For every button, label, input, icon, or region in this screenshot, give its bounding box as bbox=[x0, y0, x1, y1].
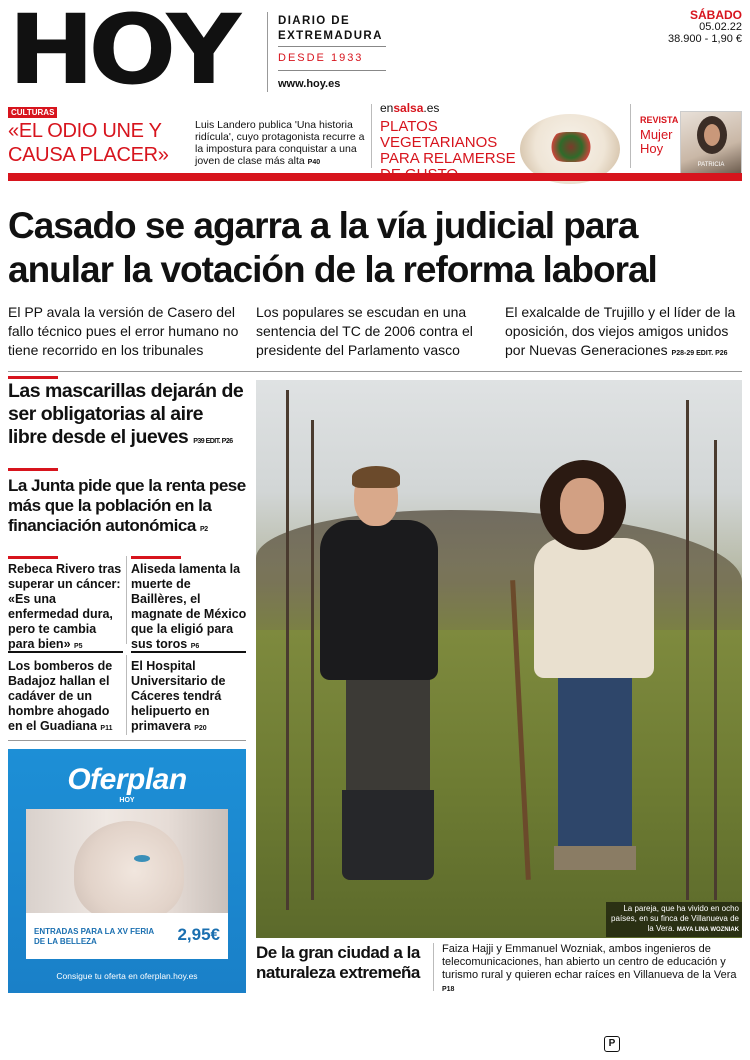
story-hospital[interactable] bbox=[131, 659, 247, 736]
man-hair bbox=[352, 466, 400, 488]
story-bomberos-title: Los bomberos de Badajoz hallan el cadáver de un hombre ahogado en el Guadiana bbox=[8, 659, 113, 733]
masthead-subtitle-line1: DIARIO DE bbox=[278, 15, 351, 27]
photo-story-text bbox=[442, 943, 742, 996]
story-aliseda[interactable] bbox=[131, 562, 247, 654]
cover-portrait bbox=[697, 116, 727, 154]
story-marker bbox=[8, 468, 58, 471]
story-rule bbox=[8, 651, 123, 653]
story-mascarillas[interactable] bbox=[8, 380, 246, 453]
ad-face bbox=[74, 821, 184, 921]
main-subhead-3-text: El exalcalde de Trujillo y el líder de la oposición, dos viejos amigos unidos por Nuevas Generaciones bbox=[505, 304, 736, 358]
landero-teaser[interactable] bbox=[195, 119, 367, 169]
culturas-badge: CULTURAS bbox=[8, 107, 57, 118]
photo-caption-text: La pareja, que ha vivido en ocho países, en su finca de Villanueva de la Vera. bbox=[611, 904, 739, 933]
story-hospital-title: El Hospital Universitario de Cáceres tendrá helipuerto en primavera bbox=[131, 659, 226, 733]
ad-offer-text: ENTRADAS PARA LA XV FERIA DE LA BELLEZA bbox=[34, 927, 154, 946]
story-junta-title: La Junta pide que la renta pese más que la población en la financiación autonómica bbox=[8, 476, 246, 535]
story-rebeca-title: Rebeca Rivero tras superar un cáncer: «Es una enfermedad dura, pero te cambia para bien» bbox=[8, 562, 122, 651]
man-jacket bbox=[320, 520, 438, 680]
story-bomberos-ref: P11 bbox=[100, 725, 113, 732]
story-mascarillas-ref: P39 EDIT. P26 bbox=[193, 438, 233, 445]
man-boots bbox=[342, 790, 434, 880]
main-subhead-2: Los populares se escudan en una sentencia del TC de 2006 contra el presidente del Parlamento vasco bbox=[256, 304, 473, 358]
teaser-divider bbox=[371, 104, 372, 168]
man-legs bbox=[346, 670, 430, 800]
landero-ref: P40 bbox=[307, 159, 321, 166]
photo-story-ref: P18 bbox=[442, 986, 455, 993]
main-photo bbox=[256, 380, 742, 938]
issue-day: SÁBADO bbox=[689, 8, 742, 22]
website-link[interactable]: www.hoy.es bbox=[278, 78, 341, 90]
story-marker bbox=[8, 376, 58, 379]
ad-price: 2,95€ bbox=[177, 925, 220, 944]
column-divider bbox=[126, 655, 127, 735]
story-marker bbox=[131, 556, 181, 559]
column-divider bbox=[126, 556, 127, 644]
magazine-cover-image[interactable] bbox=[680, 111, 742, 175]
masthead-subtitle-line2: EXTREMADURA bbox=[278, 30, 383, 42]
photo-story-headline[interactable]: De la gran ciudad a la naturaleza extremeña bbox=[256, 943, 420, 982]
photo-tree bbox=[714, 440, 717, 900]
teaser-divider bbox=[630, 104, 631, 168]
photo-man bbox=[312, 470, 482, 900]
ad-footer-text: Consigue tu oferta en oferplan.hoy.es bbox=[56, 971, 198, 981]
photo-woman bbox=[516, 460, 686, 900]
main-subhead-3 bbox=[505, 303, 743, 363]
woman-jeans bbox=[558, 670, 632, 850]
oferplan-ad[interactable] bbox=[8, 749, 246, 993]
main-headline[interactable]: Casado se agarra a la vía judicial para anular la votación de la reforma laboral bbox=[8, 205, 657, 290]
issue-date-block bbox=[668, 21, 742, 45]
ensalsa-prefix: en bbox=[380, 101, 394, 115]
masthead-rule bbox=[278, 70, 386, 71]
woman-sweater bbox=[534, 538, 654, 678]
ad-eye bbox=[134, 855, 150, 862]
section-rule bbox=[8, 371, 742, 372]
woman-shoes bbox=[554, 846, 636, 870]
story-aliseda-ref: P6 bbox=[190, 643, 200, 650]
column-divider bbox=[433, 943, 434, 991]
photo-tree bbox=[286, 390, 289, 910]
masthead-rule bbox=[278, 46, 386, 47]
photo-tree bbox=[686, 400, 689, 900]
revista-label: REVISTA bbox=[640, 115, 679, 125]
ad-portrait-image bbox=[26, 809, 228, 917]
cover-name: PATRICIA bbox=[697, 162, 725, 168]
story-junta[interactable] bbox=[8, 476, 246, 540]
story-marker bbox=[8, 556, 58, 559]
woman-head bbox=[560, 478, 604, 534]
story-aliseda-title: Aliseda lamenta la muerte de Baillères, el magnate de México que la eligió para sus toros bbox=[131, 562, 247, 651]
story-mascarillas-title: Las mascarillas dejarán de ser obligatorias al aire libre desde el jueves bbox=[8, 380, 244, 448]
oferplan-logo: Oferplan bbox=[67, 763, 187, 796]
story-bomberos[interactable] bbox=[8, 659, 124, 736]
photo-credit: MAYA LINA WOZNIAK bbox=[676, 927, 739, 933]
newspaper-logo[interactable]: HOY bbox=[8, 0, 235, 106]
photo-caption bbox=[606, 902, 742, 937]
parking-icon: P bbox=[604, 1036, 620, 1052]
story-rebeca[interactable] bbox=[8, 562, 124, 654]
story-hospital-ref: P20 bbox=[194, 725, 207, 732]
issue-price: 38.900 - 1,90 € bbox=[667, 33, 742, 45]
photo-story-body: Faiza Hajji y Emmanuel Wozniak, ambos ingenieros de telecomunicaciones, han abierto un centro de educación y turismo rural y quieren echar raíces en Villanueva de la Vera bbox=[442, 943, 737, 981]
masthead-subtitle bbox=[278, 14, 383, 44]
story-junta-ref: P2 bbox=[200, 526, 208, 533]
story-rebeca-ref: P5 bbox=[74, 643, 83, 650]
main-subhead-3-ref: P28-29 EDIT. P26 bbox=[671, 350, 728, 357]
since-year: DESDE 1933 bbox=[278, 52, 364, 64]
oferplan-sublogo: HOY bbox=[119, 797, 135, 804]
story-rule bbox=[8, 740, 246, 741]
main-subhead-1: El PP avala la versión de Casero del fallo técnico pues el error humano no tiene recorrido en los tribunales bbox=[8, 304, 239, 358]
ensalsa-logo[interactable] bbox=[380, 101, 439, 115]
dish-food bbox=[548, 132, 594, 162]
landero-teaser-text: Luis Landero publica 'Una historia ridícula', cuyo protagonista recurre a la impostura para conquistar a una joven de clase más alta bbox=[195, 119, 365, 167]
ensalsa-brand: salsa bbox=[393, 101, 424, 115]
ensalsa-teaser-title: PLATOS VEGETARIANOS PARA RELAMERSE bbox=[380, 118, 516, 167]
masthead-divider bbox=[267, 12, 268, 92]
issue-date: 05.02.22 bbox=[699, 21, 742, 33]
culturas-teaser-title[interactable]: «EL ODIO UNE Y CAUSA PLACER» bbox=[8, 120, 169, 166]
ensalsa-suffix: .es bbox=[423, 101, 440, 115]
red-separator-bar bbox=[8, 173, 742, 181]
story-rule bbox=[131, 651, 246, 653]
revista-name[interactable]: Mujer Hoy bbox=[640, 127, 673, 156]
ad-offer-box bbox=[26, 913, 228, 959]
